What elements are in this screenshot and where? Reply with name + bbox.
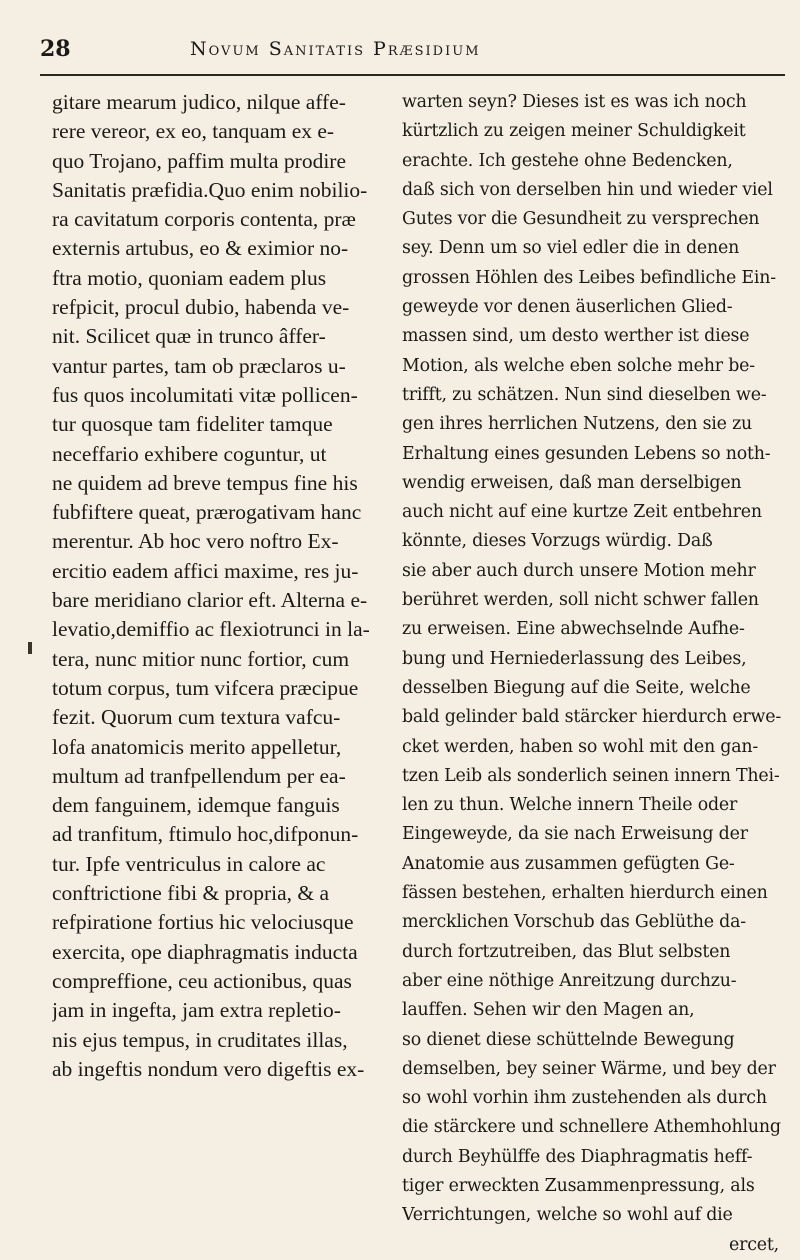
latin-text-line: dem fanguinem, idemque fanguis bbox=[52, 793, 340, 818]
german-text-line: die stärckere und schnellere Athemhohlung bbox=[402, 1117, 781, 1138]
german-text-line: Erhaltung eines gesunden Lebens so noth- bbox=[402, 443, 771, 464]
german-text-line: tiger erweckten Zusammenpressung, als bbox=[402, 1175, 755, 1196]
latin-text-line: ercitio eadem affici maxime, res ju- bbox=[52, 558, 359, 583]
margin-mark bbox=[28, 642, 32, 654]
german-text-line: wendig erweisen, daß man derselbigen bbox=[402, 472, 742, 493]
german-text-line: sie aber auch durch unsere Motion mehr bbox=[402, 560, 756, 581]
latin-text-line: quo Trojano, paffim multa prodire bbox=[52, 148, 347, 173]
german-text-line: mercklichen Vorschub das Geblüthe da- bbox=[402, 912, 746, 933]
latin-text-line: ftra motio, quoniam eadem plus bbox=[52, 265, 327, 290]
latin-text-line: totum corpus, tum vifcera præcipue bbox=[52, 675, 359, 700]
german-text-line: zu erweisen. Eine abwechselnde Aufhe- bbox=[402, 619, 745, 640]
german-text-line: len zu thun. Welche innern Theile oder bbox=[402, 795, 738, 816]
german-text-line: fässen bestehen, erhalten hierdurch einen bbox=[402, 883, 768, 904]
german-text-line: sey. Denn um so viel edler die in denen bbox=[402, 238, 740, 259]
header-rule bbox=[40, 74, 785, 76]
latin-text-line: ne quidem ad breve tempus fine his bbox=[52, 470, 358, 495]
german-text-line: Eingeweyde, da sie nach Erweisung der bbox=[402, 824, 748, 845]
german-text-line: grossen Höhlen des Leibes befindliche Ein- bbox=[402, 267, 776, 288]
german-text-line: aber eine nöthige Anreitzung durchzu- bbox=[402, 970, 737, 991]
german-text-line: desselben Biegung auf die Seite, welche bbox=[402, 677, 751, 698]
latin-text-line: jam in ingefta, jam extra repletio- bbox=[52, 998, 341, 1023]
latin-text-line: refpiratione fortius hic velociusque bbox=[52, 910, 354, 935]
latin-text-line: ra cavitatum corporis contenta, præ bbox=[52, 207, 356, 232]
latin-text-line: ad tranfitum, ftimulo hoc,difponun- bbox=[52, 822, 359, 847]
latin-text-line: lofa anatomicis merito appelletur, bbox=[52, 734, 342, 759]
latin-text-line: tur quosque tam fideliter tamque bbox=[52, 412, 333, 437]
german-text-line: Motion, als welche eben solche mehr be- bbox=[402, 355, 755, 376]
latin-text-line: merentur. Ab hoc vero noftro Ex- bbox=[52, 529, 339, 554]
latin-text-line: vantur partes, tam ob præclaros u- bbox=[52, 353, 346, 378]
german-text-line: bung und Herniederlassung des Leibes, bbox=[402, 648, 747, 669]
german-text-line: Gutes vor die Gesundheit zu versprechen bbox=[402, 209, 760, 230]
page-header bbox=[40, 30, 780, 70]
latin-text-line: fus quos incolumitati vitæ pollicen- bbox=[52, 382, 358, 407]
latin-column bbox=[52, 88, 392, 1084]
german-text-line: auch nicht auf eine kurtze Zeit entbehren bbox=[402, 502, 762, 523]
german-text-line: lauffen. Sehen wir den Magen an, bbox=[402, 1000, 695, 1021]
german-text-line: so wohl vorhin ihm zustehenden als durch bbox=[402, 1088, 767, 1109]
latin-text-line: nit. Scilicet quæ in trunco âffer- bbox=[52, 324, 326, 349]
german-text-line: trifft, zu schätzen. Nun sind dieselben we- bbox=[402, 384, 767, 405]
running-title: Novum Sanitatis Præsidium bbox=[190, 38, 481, 60]
german-text-line: massen sind, um desto werther ist diese bbox=[402, 326, 750, 347]
german-text-line: Anatomie aus zusammen gefügten Ge- bbox=[402, 853, 735, 874]
german-text-line: erachte. Ich gestehe ohne Bedencken, bbox=[402, 150, 733, 171]
latin-text-line: gitare mearum judico, nilque affe- bbox=[52, 90, 346, 114]
latin-text-line: tera, nunc mitior nunc fortior, cum bbox=[52, 646, 350, 671]
latin-text-line: exercita, ope diaphragmatis inducta bbox=[52, 939, 358, 964]
german-text-line: demselben, bey seiner Wärme, und bey der bbox=[402, 1058, 776, 1079]
german-text-line: kürtzlich zu zeigen meiner Schuldigkeit bbox=[402, 121, 746, 142]
catchword: ercet, bbox=[729, 1234, 779, 1255]
german-text-line: Verrichtungen, welche so wohl auf die bbox=[402, 1205, 733, 1226]
german-column bbox=[402, 88, 787, 1260]
latin-text-line: ab ingeftis nondum vero digeftis ex- bbox=[52, 1056, 365, 1081]
german-text-line: warten seyn? Dieses ist es was ich noch bbox=[402, 92, 747, 112]
german-text-line: könnte, dieses Vorzugs würdig. Daß bbox=[402, 531, 713, 552]
german-text-line: gen ihres herrlichen Nutzens, den sie zu bbox=[402, 414, 753, 435]
german-text-line: durch Beyhülffe des Diaphragmatis heff- bbox=[402, 1146, 753, 1167]
latin-text-line: bare meridiano clarior eft. Alterna e- bbox=[52, 588, 368, 613]
latin-text-line: refpicit, procul dubio, habenda ve- bbox=[52, 295, 350, 320]
german-text-line: durch fortzutreiben, das Blut selbsten bbox=[402, 941, 731, 962]
german-text-line: bald gelinder bald stärcker hierdurch erwe- bbox=[402, 707, 782, 728]
german-text-line: tzen Leib als sonderlich seinen innern Thei- bbox=[402, 765, 780, 786]
latin-text-line: fezit. Quorum cum textura vafcu- bbox=[52, 705, 341, 730]
page-number: 28 bbox=[40, 36, 71, 62]
latin-text-line: levatio,demiffio ac flexiotrunci in la- bbox=[52, 617, 370, 642]
latin-text-line: compreffione, ceu actionibus, quas bbox=[52, 968, 352, 993]
german-text-line: daß sich von derselben hin und wieder viel bbox=[402, 179, 773, 200]
german-text-line: geweyde vor denen äuserlichen Glied- bbox=[402, 297, 733, 318]
latin-text-line: neceffario exhibere coguntur, ut bbox=[52, 441, 327, 466]
latin-text-line: multum ad tranfpellendum per ea- bbox=[52, 763, 346, 788]
german-text-line: berühret werden, soll nicht schwer fallen bbox=[402, 590, 759, 611]
latin-text-line: externis artubus, eo & eximior no- bbox=[52, 236, 349, 261]
latin-text-line: fubfiftere queat, prærogativam hanc bbox=[52, 500, 362, 525]
german-text-line: cket werden, haben so wohl mit den gan- bbox=[402, 736, 759, 757]
german-text-line: so dienet diese schüttelnde Bewegung bbox=[402, 1029, 735, 1050]
latin-text-line: rere vereor, ex eo, tanquam ex e- bbox=[52, 119, 335, 144]
latin-text-line: conftrictione fibi & propria, & a bbox=[52, 881, 330, 906]
latin-text-line: nis ejus tempus, in cruditates illas, bbox=[52, 1027, 348, 1052]
latin-text-line: tur. Ipfe ventriculus in calore ac bbox=[52, 851, 326, 876]
latin-text-line: Sanitatis præfidia.Quo enim nobilio- bbox=[52, 177, 368, 202]
